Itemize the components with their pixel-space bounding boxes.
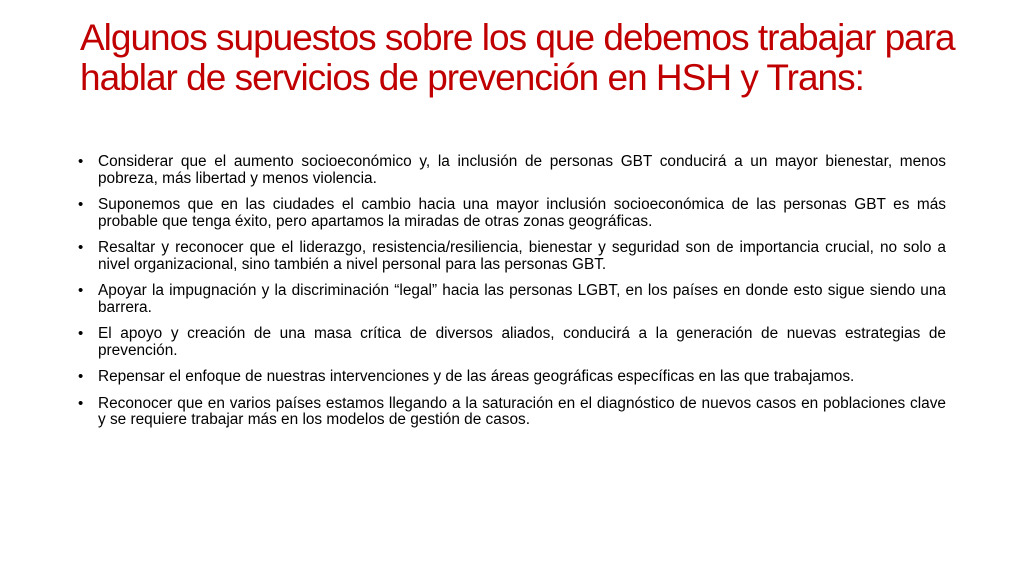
bullet-text: Apoyar la impugnación y la discriminación “legal” hacia las personas LGBT, en los países en donde esto sigue siendo una barrera. xyxy=(98,282,946,316)
bullet-text: Repensar el enfoque de nuestras intervenciones y de las áreas geográficas específicas en las que trabajamos. xyxy=(98,368,855,385)
bullet-text: Resaltar y reconocer que el liderazgo, resistencia/resiliencia, bienestar y seguridad son de importancia crucial, no solo a nivel organizacional, sino también a nivel personal para las personas GBT. xyxy=(98,239,946,273)
bullet-icon: • xyxy=(78,239,84,256)
bullet-text: El apoyo y creación de una masa crítica de diversos aliados, conducirá a la generación de nuevas estrategias de prevención. xyxy=(98,325,946,359)
bullet-icon: • xyxy=(78,282,84,299)
bullet-item xyxy=(76,396,946,429)
bullet-icon: • xyxy=(78,394,84,412)
bullet-list xyxy=(76,154,946,439)
bullet-item xyxy=(76,197,946,230)
bullet-text: Suponemos que en las ciudades el cambio hacia una mayor inclusión socioeconómica de las personas GBT es más probable que tenga éxito, pero apartamos la miradas de otras zonas geográficas. xyxy=(98,196,946,230)
bullet-item xyxy=(76,240,946,273)
bullet-icon: • xyxy=(78,325,84,342)
bullet-item xyxy=(76,326,946,359)
bullet-icon: • xyxy=(78,196,84,213)
bullet-item xyxy=(76,283,946,316)
bullet-item xyxy=(76,369,946,386)
bullet-item xyxy=(76,154,946,187)
bullet-icon: • xyxy=(78,153,84,170)
slide-title: Algunos supuestos sobre los que debemos trabajar para hablar de servicios de prevención en HSH y Trans: xyxy=(80,17,955,98)
bullet-text: Reconocer que en varios países estamos llegando a la saturación en el diagnóstico de nuevos casos en poblaciones clave y se requiere trabajar más en los modelos de gestión de casos. xyxy=(98,394,946,428)
bullet-text: Considerar que el aumento socioeconómico y, la inclusión de personas GBT conducirá a un mayor bienestar, menos pobreza, más libertad y menos violencia. xyxy=(98,153,946,187)
bullet-icon: • xyxy=(78,368,84,385)
